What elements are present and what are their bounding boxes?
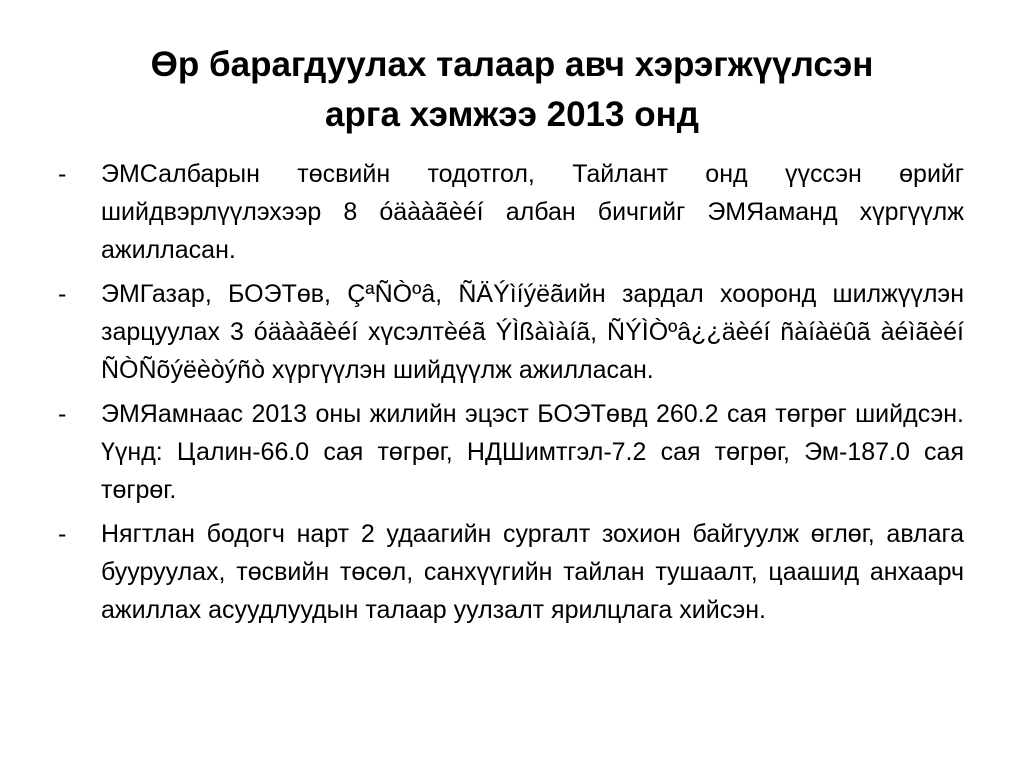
bullet-text: ЭМСалбарын төсвийн тодотгол, Тайлант онд үүссэн өрийг шийдвэрлүүлэхээр 8 óäààãèéí албан бичгийг ЭМЯаманд хүргүүлж ажилласан. — [101, 160, 964, 264]
bullet-text: Нягтлан бодогч нарт 2 удаагийн сургалт зохион байгуулж өглөг, авлага бууруулах, төсвийн төсөл, санхүүгийн тайлан тушаалт, цаашид анхаарч ажиллах асуудлуудын талаар уулзалт ярилцлага хийсэн. — [101, 520, 964, 624]
slide-title-line-1: Өр барагдуулах талаар авч хэрэгжүүлсэн — [150, 45, 874, 84]
bullet-dash: - — [58, 280, 67, 308]
bullet-dash: - — [58, 160, 67, 188]
bullet-item — [58, 275, 964, 389]
bullet-item — [58, 395, 964, 509]
bullet-dash: - — [58, 400, 67, 428]
bullet-list — [58, 155, 964, 635]
slide-title-line-2: арга хэмжээ 2013 онд — [325, 95, 699, 134]
slide-title — [40, 40, 984, 140]
bullet-text: ЭМГазар, БОЭТөв, ÇªÑÒºâ, ÑÄÝìíýëãийн зардал хооронд шилжүүлэн зарцуулах 3 óäààãèéí хүсэлтèéã ÝÌßàìàíã, ÑÝÌÒºâ¿¿äèéí ñàíàëûã àéìãèéí ÑÒÑõýëèòýñò хүргүүлэн шийдүүлж ажилласан. — [101, 280, 964, 384]
bullet-dash: - — [58, 520, 67, 548]
bullet-text: ЭМЯамнаас 2013 оны жилийн эцэст БОЭТөвд 260.2 сая төгрөг шийдсэн. Үүнд: Цалин-66.0 сая төгрөг, НДШимтгэл-7.2 сая төгрөг, Эм-187.0 сая төгрөг. — [101, 400, 964, 504]
bullet-item — [58, 515, 964, 629]
bullet-item — [58, 155, 964, 269]
